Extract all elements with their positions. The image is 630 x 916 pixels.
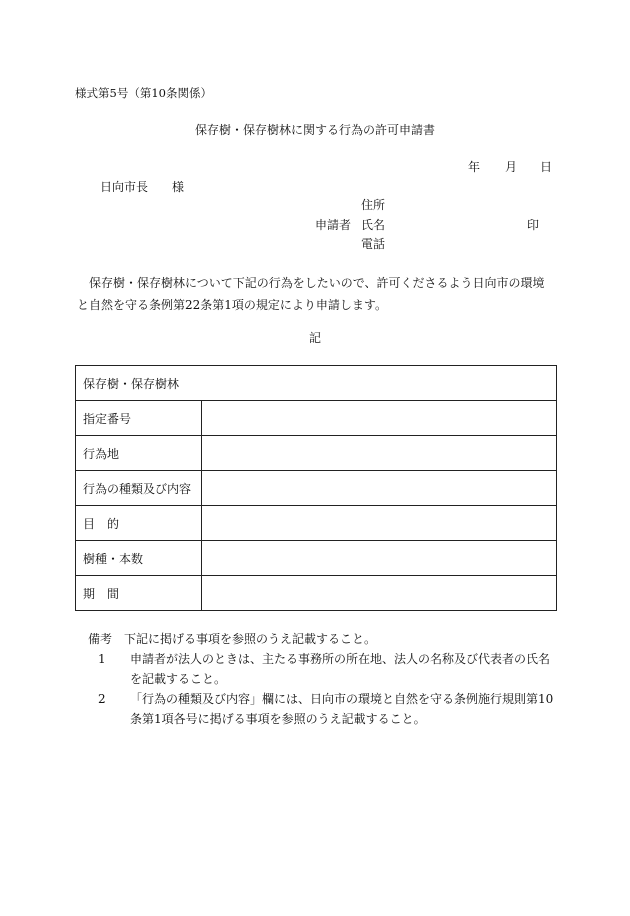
note-number: 1 [98,652,106,666]
table-row [76,576,557,611]
list-item [98,689,558,729]
designation-number-field[interactable] [202,401,557,436]
list-item [98,649,558,689]
note-text: 「行為の種類及び内容」欄には、日向市の環境と自然を守る条例施行規則第10条第1項各号に掲げる事項を参照のうえ記載すること。 [130,692,554,726]
table-row [76,436,557,471]
phone-label: 電話 [361,237,386,251]
addressee-honorific: 様 [172,180,185,194]
location-field[interactable] [202,436,557,471]
notes-header [88,629,558,649]
row-label: 樹種・本数 [76,541,202,576]
note-number: 2 [98,692,106,706]
document-title: 保存樹・保存樹林に関する行為の許可申請書 [194,123,435,137]
table-row [76,541,557,576]
row-label: 目 的 [76,506,202,541]
table-row [76,401,557,436]
seal-mark: 印 [527,218,540,232]
date-month-label: 月 [505,160,518,174]
row-label: 行為地 [76,436,202,471]
notes-heading: 備考 [88,632,113,646]
note-text: 申請者が法人のときは、主たる事務所の所在地、法人の名称及び代表者の氏名を記載すること。 [130,652,551,686]
table-row [76,471,557,506]
notes-section [88,629,558,729]
application-body-text: 保存樹・保存樹林について下記の行為をしたいので、許可くださるよう日向市の環境と自然を守る条例第22条第1項の規定により申請します。 [77,276,545,312]
applicant-heading: 申請者 [315,218,352,232]
purpose-field[interactable] [202,506,557,541]
details-table [75,365,557,611]
name-label: 氏名 [361,218,386,232]
action-type-field[interactable] [202,471,557,506]
notes-intro: 下記に掲げる事項を参照のうえ記載すること。 [124,632,377,646]
date-day-label: 日 [540,160,553,174]
date-year-label: 年 [468,160,481,174]
table-row [76,506,557,541]
form-number-label: 様式第5号（第10条関係） [75,86,212,100]
table-header-cell: 保存樹・保存樹林 [76,366,557,401]
row-label: 指定番号 [76,401,202,436]
row-label: 期 間 [76,576,202,611]
address-label: 住所 [361,198,386,212]
ki-heading: 記 [308,331,321,345]
period-field[interactable] [202,576,557,611]
addressee-name: 日向市長 [100,180,149,194]
table-header-row [76,366,557,401]
species-count-field[interactable] [202,541,557,576]
row-label: 行為の種類及び内容 [76,471,202,506]
